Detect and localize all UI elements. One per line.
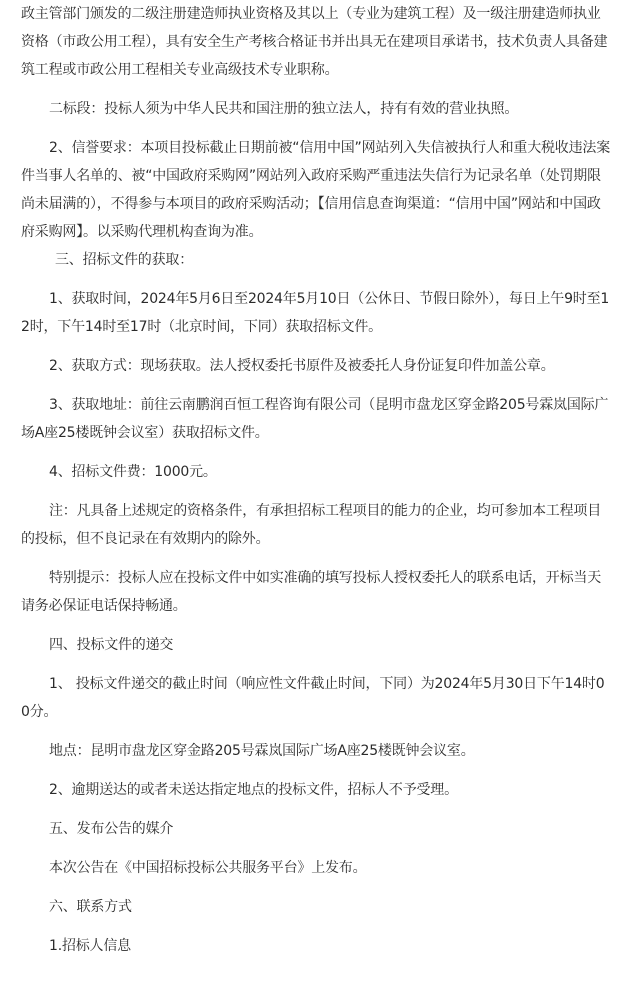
submission-deadline: 1、 投标文件递交的截止时间（响应性文件截止时间，下同）为2024年5月30日下午14时00分。	[21, 676, 605, 720]
late-submission-rule: 2、逾期送达的或者未送达指定地点的投标文件，招标人不予受理。	[49, 782, 458, 798]
tenderer-info-heading: 1.招标人信息	[49, 938, 131, 954]
lot-two-requirement: 二标段：投标人须为中华人民共和国注册的独立法人，持有有效的营业执照。	[49, 101, 519, 117]
acquisition-time: 1、获取时间，2024年5月6日至2024年5月10日（公休日、节假日除外），每日上午9时至12时，下午14时至17时（北京时间，下同）获取招标文件。	[21, 291, 610, 335]
section-heading-submission: 四、投标文件的递交	[49, 637, 174, 653]
acquisition-address: 3、获取地址：前往云南鹏润百恒工程咨询有限公司（昆明市盘龙区穿金路205号霖岚国际广场A座25楼既钟会议室）获取招标文件。	[21, 397, 609, 441]
publication-media: 本次公告在《中国招标投标公共服务平台》上发布。	[49, 860, 367, 876]
submission-location: 地点：昆明市盘龙区穿金路205号霖岚国际广场A座25楼既钟会议室。	[49, 743, 475, 759]
special-notice: 特别提示：投标人应在投标文件中如实准确的填写投标人授权委托人的联系电话，开标当天请务必保证电话保持畅通。	[21, 570, 601, 614]
section-heading-media: 五、发布公告的媒介	[49, 821, 174, 837]
qualification-continuation: 政主管部门颁发的二级注册建造师执业资格及其以上（专业为建筑工程）及一级注册建造师执业资格（市政公用工程），具有安全生产考核合格证书并出具无在建项目承诺书，技术负责人具备建筑工程或市政公用工程相关专业高级技术专业职称。	[21, 6, 608, 78]
credit-requirement: 2、信誉要求：本项目投标截止日期前被“信用中国”网站列入失信被执行人和重大税收违法案件当事人名单的、被“中国政府采购网”网站列入政府采购严重违法失信行为记录名单（处罚期限尚未届满的），不得参与本项目的政府采购活动；【信用信息查询渠道：“信用中国”网站和中国政府采购网】。以采购代理机构查询为准。	[21, 140, 611, 240]
note-paragraph: 注：凡具备上述规定的资格条件，有承担招标工程项目的能力的企业，均可参加本工程项目的投标，但不良记录在有效期内的除外。	[21, 503, 601, 547]
section-heading-contact: 六、联系方式	[49, 899, 132, 915]
acquisition-method: 2、获取方式：现场获取。法人授权委托书原件及被委托人身份证复印件加盖公章。	[49, 358, 555, 374]
document-fee: 4、招标文件费：1000元。	[49, 464, 217, 480]
section-heading-tender-docs: 三、招标文件的获取：	[55, 252, 193, 268]
